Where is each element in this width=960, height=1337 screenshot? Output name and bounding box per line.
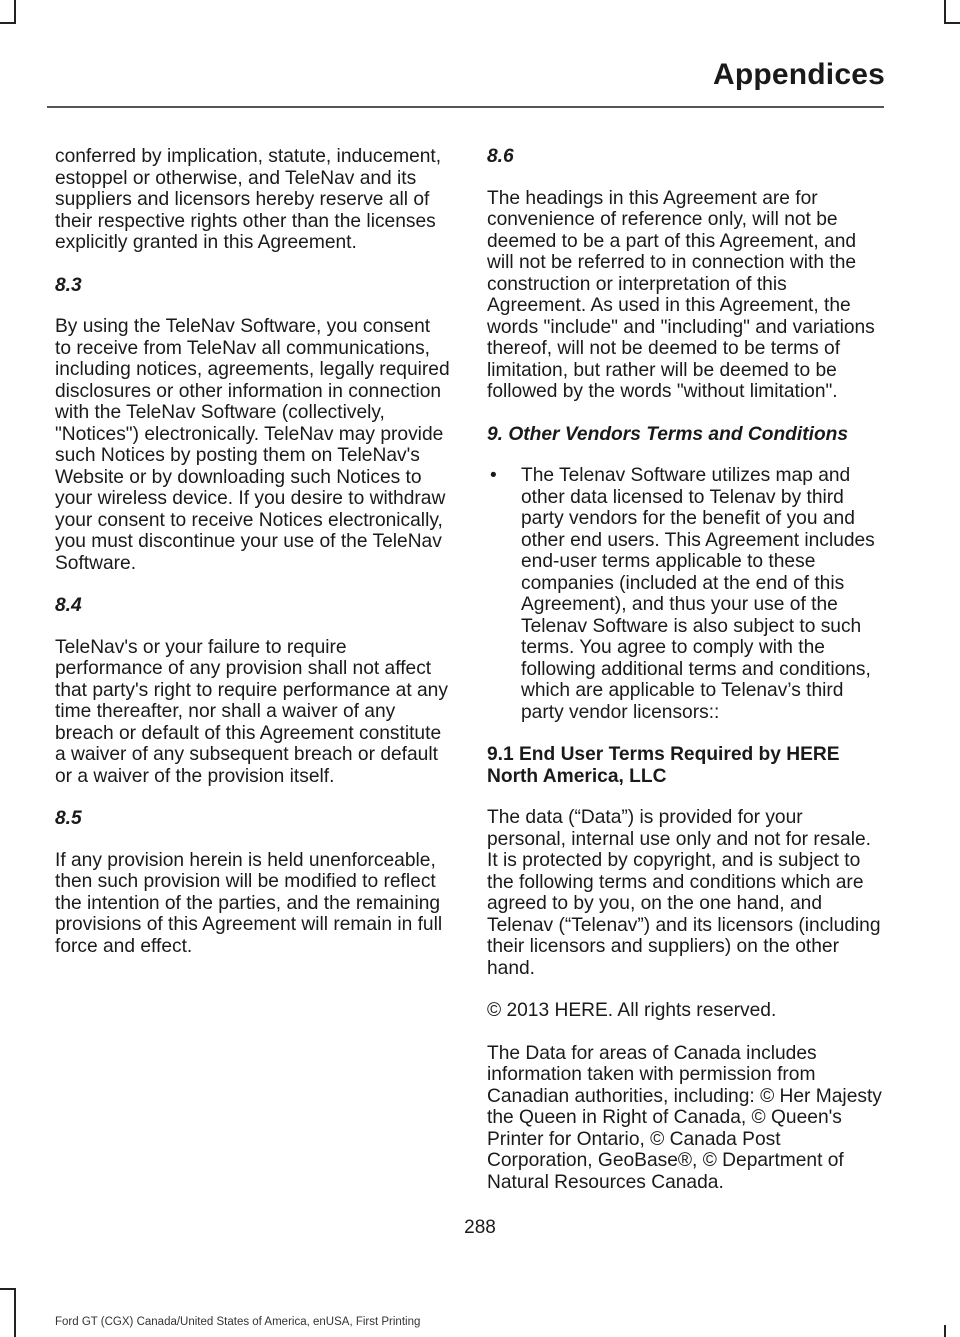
paragraph: The Data for areas of Canada includes information taken with permission from Canadian authorities, including: © Her Majesty the Queen in Right of Canada, © Queen's Printer for Ontario, © Canada Post Corporation, GeoBase®, © Department of Natural Resources Canada. — [487, 1042, 882, 1193]
paragraph: © 2013 HERE. All rights reserved. — [487, 1000, 777, 1021]
right-column — [487, 146, 883, 1214]
section-heading: 8.4 — [55, 595, 82, 616]
paragraph: The data (“Data”) is provided for your personal, internal use only and not for resale. It is protected by copyright, and is subject to the following terms and conditions which are agreed to by you, on the one hand, and Telenav (“Telenav”) and its licensors (including their licensors and suppliers) on the other hand. — [487, 807, 881, 979]
section-heading: 9.1 End User Terms Required by HERE North America, LLC — [487, 744, 840, 787]
crop-mark-bottom-left-vertical — [14, 1288, 16, 1337]
section-heading: 9. Other Vendors Terms and Conditions — [487, 423, 849, 445]
section-heading: 8.3 — [55, 274, 82, 296]
paragraph: By using the TeleNav Software, you consent to receive from TeleNav all communications, including notices, agreements, legally required disclosures or other information in connection with the TeleNav Software (collectively, "Notices") electronically. TeleNav may provide such Notices by posting them on TeleNav's Website or by downloading such Notices to your wireless device. If you desire to withdraw your consent to receive Notices electronically, you must discontinue your use of the TeleNav Software. — [55, 316, 450, 574]
crop-mark-bottom-right-vertical — [944, 1325, 946, 1337]
paragraph: conferred by implication, statute, inducement, estoppel or otherwise, and TeleNav and its suppliers and licensors hereby reserve all of their respective rights other than the licenses explicitly granted in this Agreement. — [55, 146, 442, 253]
bullet-text: The Telenav Software utilizes map and other data licensed to Telenav by third party vendors for the benefit of you and other end users. This Agreement includes end-user terms applicable to these companies (included at the end of this Agreement), and thus your use of the Telenav Software is also subject to such terms. You agree to comply with the following additional terms and conditions, which are applicable to Telenav’s third party vendor licensors:: — [521, 465, 875, 723]
paragraph: The headings in this Agreement are for convenience of reference only, will not be deemed to be a part of this Agreement, and will not be referred to in connection with the construction or interpretation of this Agreement. As used in this Agreement, the words "include" and "including" and variations thereof, will not be deemed to be terms of limitation, but rather will be deemed to be followed by the words "without limitation". — [487, 187, 875, 402]
footer-text: Ford GT (CGX) Canada/United States of America, enUSA, First Printing — [55, 1316, 421, 1328]
paragraph: TeleNav's or your failure to require performance of any provision shall not affect that party's right to require performance at any time thereafter, nor shall a waiver of any breach or default of this Agreement constitute a waiver of any subsequent breach or default or a waiver of the provision itself. — [55, 636, 448, 787]
page-number: 288 — [464, 1217, 496, 1238]
page-title: Appendices — [712, 58, 885, 91]
header-rule — [47, 106, 884, 108]
section-heading: 8.6 — [487, 146, 514, 167]
left-column — [55, 146, 451, 978]
crop-mark-top-left-horizontal — [0, 22, 16, 24]
crop-mark-top-right-vertical — [944, 0, 946, 22]
crop-mark-bottom-left-horizontal — [0, 1288, 16, 1290]
section-heading: 8.5 — [55, 808, 82, 829]
paragraph: If any provision herein is held unenforceable, then such provision will be modified to reflect the intention of the parties, and the remaining provisions of this Agreement will remain in full force and effect. — [55, 849, 443, 957]
bullet-marker: • — [490, 465, 497, 486]
crop-mark-top-right-horizontal — [944, 22, 960, 24]
bullet-item — [487, 465, 883, 723]
crop-mark-top-left-vertical — [14, 0, 16, 22]
